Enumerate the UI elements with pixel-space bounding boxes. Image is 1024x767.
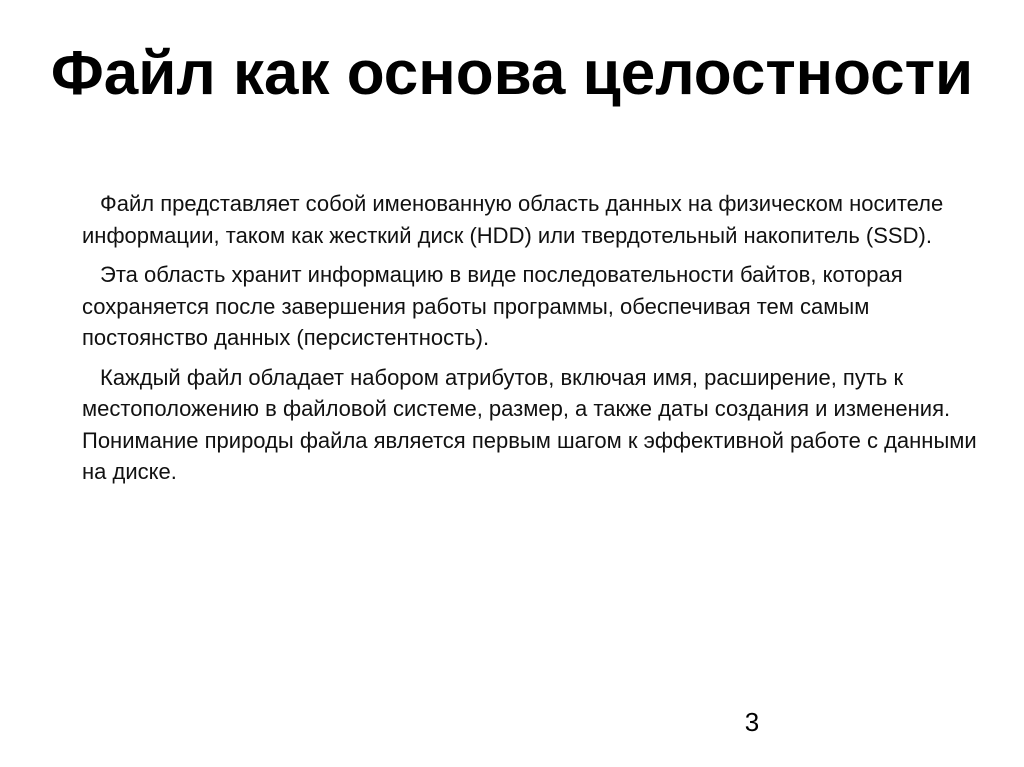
paragraph-persistence: Эта область хранит информацию в виде последовательности байтов, которая сохраняется после завершения работы программы, обеспечивая тем самым постоянство данных (персистентность).	[82, 262, 903, 350]
page-number: 3	[744, 707, 760, 737]
slide-title: Файл как основа целостности	[50, 39, 974, 108]
slide-body	[82, 188, 982, 496]
paragraph-attributes: Каждый файл обладает набором атрибутов, включая имя, расширение, путь к местоположению в файловой системе, размер, а также даты создания и изменения. Понимание природы файла является первым шагом к эффективной работе с данными на диске.	[82, 364, 977, 484]
paragraph-file-definition: Файл представляет собой именованную область данных на физическом носителе информации, таком как жесткий диск (HDD) или твердотельный накопитель (SSD).	[82, 191, 944, 248]
